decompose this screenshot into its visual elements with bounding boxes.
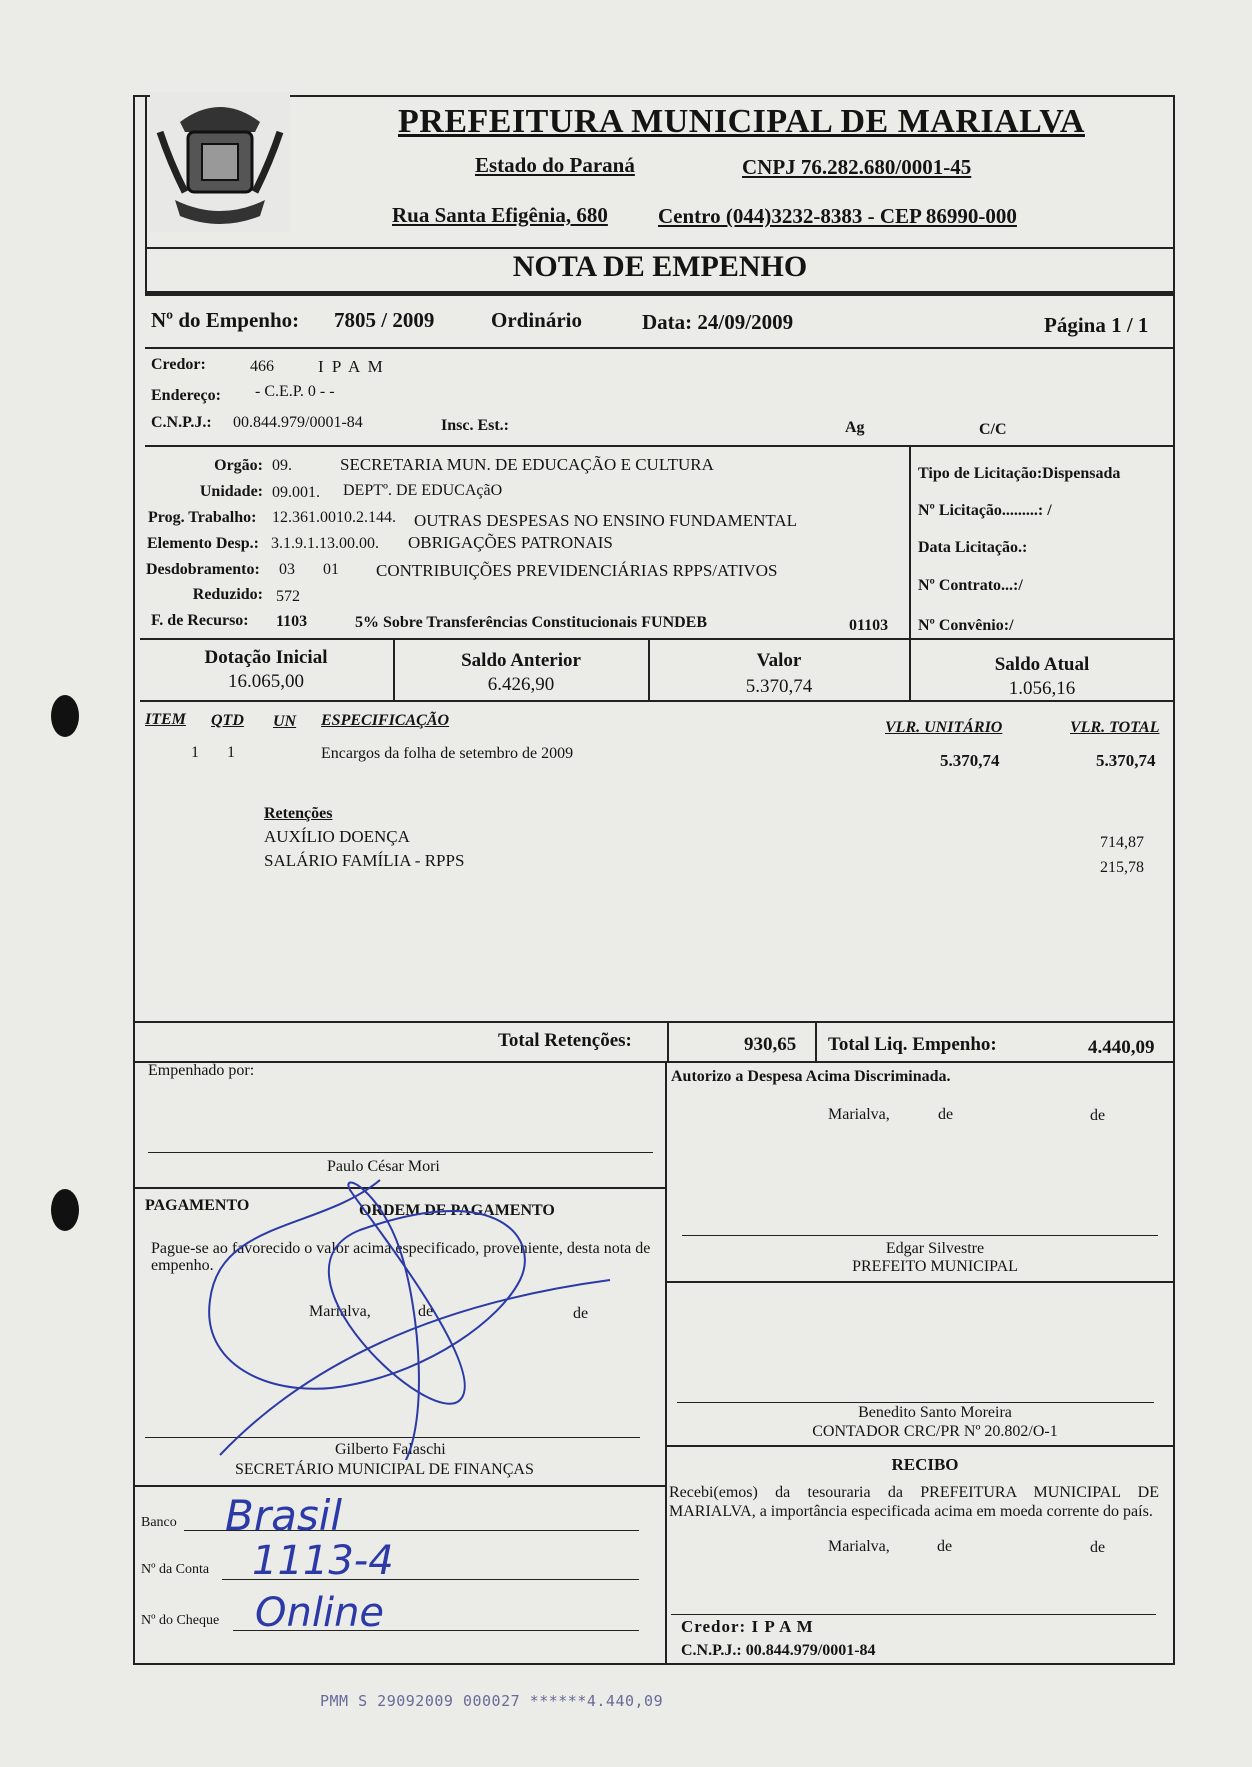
footer-stamp: PMM S 29092009 000027 ******4.440,09 <box>320 1692 664 1710</box>
contador-title: CONTADOR CRC/PR Nº 20.802/O-1 <box>812 1423 1058 1440</box>
cheque-handwritten: Online <box>255 1590 385 1636</box>
retencoes-title: Retenções <box>264 805 333 822</box>
empenho-date: Data: 24/09/2009 <box>642 310 794 334</box>
divider <box>140 700 1175 702</box>
coat-of-arms-icon <box>150 92 290 232</box>
address-label: Rua Santa Efigênia, 680 <box>392 203 608 227</box>
recibo-title: RECIBO <box>891 1455 959 1474</box>
page-indicator: Página 1 / 1 <box>1044 313 1149 337</box>
divider <box>815 1021 817 1063</box>
recibo-de2: de <box>1090 1539 1106 1556</box>
contact-label: Centro (044)3232-8383 - CEP 86990-000 <box>658 204 1017 228</box>
prog-label: Prog. Trabalho: <box>148 509 257 526</box>
desdob-a: 03 <box>279 561 295 578</box>
orgao-desc: SECRETARIA MUN. DE EDUCAÇÃO E CULTURA <box>340 455 714 474</box>
empenho-type: Ordinário <box>491 308 583 332</box>
retencao-label: SALÁRIO FAMÍLIA - RPPS <box>264 851 465 870</box>
tipo-licitacao: Tipo de Licitação:Dispensada <box>918 465 1121 482</box>
secretario-name: Gilberto Falaschi <box>335 1441 446 1458</box>
desdob-label: Desdobramento: <box>146 561 260 578</box>
endereco-value: - C.E.P. 0 - - <box>255 383 335 400</box>
valor-label: Valor <box>756 650 802 671</box>
recibo-credor: Credor: I P A M <box>681 1617 814 1636</box>
desdob-b: 01 <box>323 561 339 578</box>
prefeitura-title: PREFEITURA MUNICIPAL DE MARIALVA <box>398 103 1085 140</box>
conta-label: Nº da Conta <box>141 1562 210 1577</box>
recurso-desc: 5% Sobre Transferências Constitucionais FUNDEB <box>355 614 708 631</box>
recurso-label: F. de Recurso: <box>151 612 249 629</box>
contador-name: Benedito Santo Moreira <box>858 1404 1012 1421</box>
signature-line <box>677 1402 1154 1403</box>
credor-name: I P A M <box>318 357 385 376</box>
recurso-code: 1103 <box>276 613 308 630</box>
total-liquido-value: 4.440,09 <box>1088 1037 1155 1058</box>
insc-est-label: Insc. Est.: <box>441 417 510 434</box>
data-licitacao: Data Licitação.: <box>918 539 1028 556</box>
dotacao-value: 16.065,00 <box>228 671 304 692</box>
cheque-label: Nº do Cheque <box>141 1613 220 1628</box>
ordem-city: Marialva, <box>309 1303 371 1320</box>
elem-desc: OBRIGAÇÕES PATRONAIS <box>408 533 613 552</box>
credor-code: 466 <box>250 358 274 375</box>
retencao-value: 215,78 <box>1100 859 1144 876</box>
reduzido-value: 572 <box>276 588 300 605</box>
row-unit: 5.370,74 <box>940 751 1000 770</box>
reduzido-label: Reduzido: <box>192 586 263 603</box>
divider <box>667 1281 1175 1283</box>
row-spec: Encargos da folha de setembro de 2009 <box>321 745 574 762</box>
total-retencoes-label: Total Retenções: <box>498 1030 632 1051</box>
ag-label: Ag <box>845 419 865 436</box>
autorizo-de1: de <box>938 1106 954 1123</box>
numero-licitacao: Nº Licitação.........: / <box>918 502 1052 519</box>
signature-line <box>148 1152 653 1153</box>
divider <box>667 1021 669 1063</box>
row-total: 5.370,74 <box>1096 751 1156 770</box>
valor-value: 5.370,74 <box>745 676 813 697</box>
autorizo-city: Marialva, <box>828 1106 890 1123</box>
col-total: VLR. TOTAL <box>1070 719 1160 736</box>
divider <box>909 445 911 640</box>
divider <box>135 1061 1175 1063</box>
divider <box>665 1061 667 1665</box>
banco-label: Banco <box>141 1515 177 1530</box>
ordem-de2: de <box>573 1305 589 1322</box>
convenio: Nº Convênio:/ <box>918 617 1014 634</box>
divider <box>145 347 1175 349</box>
desdob-desc: CONTRIBUIÇÕES PREVIDENCIÁRIAS RPPS/ATIVOS <box>376 561 778 580</box>
autorizo-label: Autorizo a Despesa Acima Discriminada. <box>671 1068 951 1085</box>
saldo-anterior-value: 6.426,90 <box>487 674 555 695</box>
recibo-city: Marialva, <box>828 1538 890 1555</box>
prefeito-name: Edgar Silvestre <box>885 1240 985 1257</box>
empenho-number: 7805 / 2009 <box>334 308 435 332</box>
row-item: 1 <box>191 744 199 761</box>
cnpj-credor-label: C.N.P.J.: <box>151 414 212 431</box>
pagamento-label: PAGAMENTO <box>145 1197 250 1214</box>
divider <box>145 445 1175 447</box>
prog-desc: OUTRAS DESPESAS NO ENSINO FUNDAMENTAL <box>414 511 798 530</box>
banco-handwritten: Brasil <box>225 1491 343 1540</box>
row-qtd: 1 <box>227 744 235 761</box>
unidade-desc: DEPTº. DE EDUCAçãO <box>343 482 503 499</box>
endereco-label: Endereço: <box>151 387 221 404</box>
recibo-de1: de <box>937 1538 953 1555</box>
prog-code: 12.361.0010.2.144. <box>272 509 396 526</box>
orgao-label: Orgão: <box>214 457 263 474</box>
prefeito-title: PREFEITO MUNICIPAL <box>852 1258 1018 1275</box>
retencao-label: AUXÍLIO DOENÇA <box>264 827 410 846</box>
ordem-label: ORDEM DE PAGAMENTO <box>359 1202 555 1219</box>
saldo-anterior-label: Saldo Anterior <box>461 650 581 671</box>
col-spec: ESPECIFICAÇÃO <box>321 712 450 729</box>
state-label: Estado do Paraná <box>475 153 635 177</box>
divider <box>667 1445 1175 1447</box>
punch-hole-top <box>51 695 79 737</box>
saldo-atual-label: Saldo Atual <box>994 654 1090 675</box>
autorizo-de2: de <box>1090 1107 1106 1124</box>
empenhado-name: Paulo César Mori <box>327 1158 440 1175</box>
divider <box>140 638 1175 640</box>
divider <box>145 247 1175 249</box>
col-item: ITEM <box>145 711 186 728</box>
ordem-de1: de <box>418 1303 434 1320</box>
doc-title: NOTA DE EMPENHO <box>512 250 808 283</box>
col-qtd: QTD <box>211 712 244 729</box>
total-retencoes-value: 930,65 <box>744 1034 797 1055</box>
recurso-extra: 01103 <box>849 617 889 634</box>
col-un: UN <box>273 713 297 730</box>
orgao-code: 09. <box>272 457 292 474</box>
credor-label: Credor: <box>151 356 206 373</box>
signature-line <box>671 1614 1156 1615</box>
empenhado-label: Empenhado por: <box>148 1062 255 1079</box>
divider <box>135 1485 666 1487</box>
unidade-label: Unidade: <box>199 483 263 500</box>
divider <box>145 293 1175 296</box>
cnpj-credor-value: 00.844.979/0001-84 <box>233 414 363 431</box>
elem-code: 3.1.9.1.13.00.00. <box>271 535 379 552</box>
saldo-atual-value: 1.056,16 <box>1008 678 1076 699</box>
signature-line <box>682 1235 1158 1236</box>
cnpj-label: CNPJ 76.282.680/0001-45 <box>742 155 972 179</box>
dotacao-label: Dotação Inicial <box>204 647 328 668</box>
recibo-text: Recebi(emos) da tesouraria da PREFEITURA MUNICIPAL DE MARIALVA, a importância especificada acima em moeda corrente do país. <box>669 1484 1159 1520</box>
elem-label: Elemento Desp.: <box>147 535 259 552</box>
punch-hole-bottom <box>51 1189 79 1231</box>
contrato: Nº Contrato...:/ <box>918 577 1023 594</box>
unidade-code: 09.001. <box>272 484 320 501</box>
retencao-value: 714,87 <box>1100 834 1144 851</box>
total-liquido-label: Total Liq. Empenho: <box>828 1034 997 1055</box>
divider <box>135 1021 1175 1023</box>
recibo-cnpj: C.N.P.J.: 00.844.979/0001-84 <box>681 1642 876 1659</box>
empenho-number-label: Nº do Empenho: <box>151 308 300 332</box>
ordem-text: Pague-se ao favorecido o valor acima especificado, proveniente, desta nota de empenho. <box>151 1240 651 1274</box>
col-unit: VLR. UNITÁRIO <box>885 719 1003 736</box>
conta-handwritten: 1113-4 <box>252 1538 394 1584</box>
signature-scribble <box>200 1170 620 1460</box>
cc-label: C/C <box>979 421 1007 438</box>
secretario-title: SECRETÁRIO MUNICIPAL DE FINANÇAS <box>235 1461 534 1478</box>
